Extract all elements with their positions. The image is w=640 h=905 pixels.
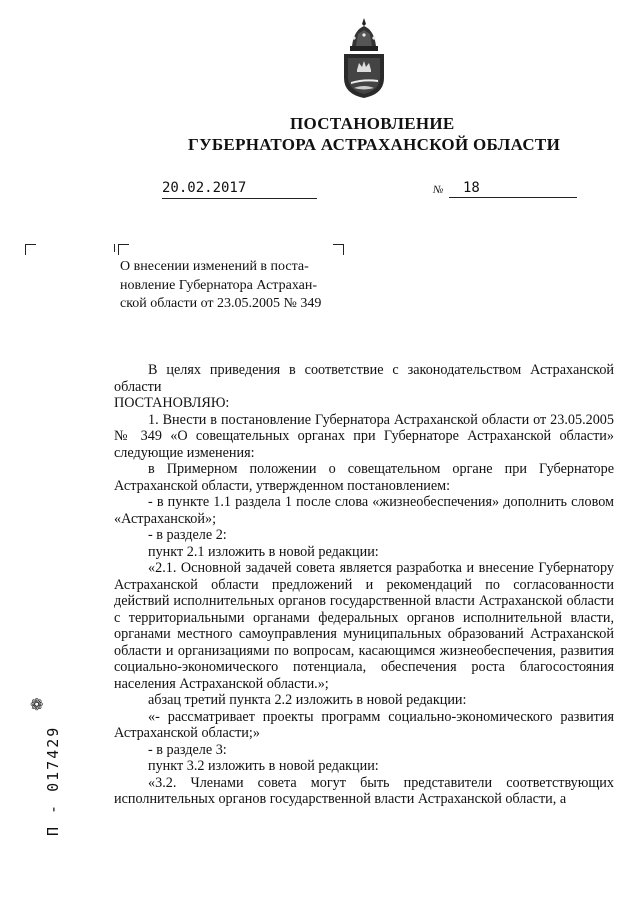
body-paragraph: пункт 3.2 изложить в новой редакции: (148, 758, 379, 774)
corner-mark-mid-left (104, 244, 115, 252)
document-date: 20.02.2017 (162, 179, 317, 199)
body-paragraph: В целях приведения в соответствие с законодательством Астраханской области (114, 362, 614, 395)
body-paragraph: в Примерном положении о совещательном органе при Губернаторе Астраханской области, утвержденном постановлением: (114, 461, 614, 494)
body-paragraph: - в разделе 3: (148, 741, 227, 758)
coat-of-arms-icon (338, 16, 390, 100)
subject-line: О внесении изменений в поста- (120, 259, 309, 274)
corner-mark-left (25, 244, 36, 255)
document-number: 18 (449, 179, 577, 198)
body-paragraph: «3.2. Членами совета могут быть представители соответствующих исполнительных органов государственной власти Астраханской области, а (114, 774, 614, 807)
margin-flower-mark: ❁ (30, 697, 44, 714)
decree-keyword: ПОСТАНОВЛЯЮ: (114, 395, 230, 411)
corner-mark-mid-right (118, 244, 129, 255)
body-paragraph: «2.1. Основной задачей совета является разработка и внесение Губернатору Астраханской области предложений и рекомендаций по согласованности действий исполнительных органов государственной власти Астраханской области с территориальными органами федеральных органов исполнительной власти, органами местного самоуправления муниципальных образований Астраханской области и организациями по вопросам, касающимся жизнеобеспечения, развития социально-экономического потенциала, обеспечения роста благосостояния населения Астраханской области.»; (114, 560, 614, 692)
number-label: № (433, 184, 444, 196)
body-paragraph: - в пункте 1.1 раздела 1 после слова «жизнеобеспечения» дополнить словом «Астраханской»; (114, 494, 614, 527)
subject-line: новление Губернатора Астрахан- (120, 277, 317, 293)
form-serial-number: П - 017429 (44, 725, 62, 836)
body-paragraph: - в разделе 2: (148, 527, 227, 543)
subject-line: ской области от 23.05.2005 № 349 (120, 296, 322, 311)
document-subtitle: ГУБЕРНАТОРА АСТРАХАНСКОЙ ОБЛАСТИ (188, 135, 561, 154)
document-body (114, 362, 614, 808)
body-paragraph: «- рассматривает проекты программ социально-экономического развития Астраханской области;» (114, 708, 614, 741)
body-paragraph: абзац третий пункта 2.2 изложить в новой редакции: (148, 692, 467, 708)
body-paragraph: пункт 2.1 изложить в новой редакции: (148, 543, 379, 560)
body-paragraph: 1. Внести в постановление Губернатора Астраханской области от 23.05.2005 № 349 «О совещательных органах при Губернаторе Астраханской области» следующие изменения: (114, 411, 614, 461)
document-subject (120, 258, 340, 314)
corner-mark-right (333, 244, 344, 255)
document-title: ПОСТАНОВЛЕНИЕ (290, 114, 455, 133)
